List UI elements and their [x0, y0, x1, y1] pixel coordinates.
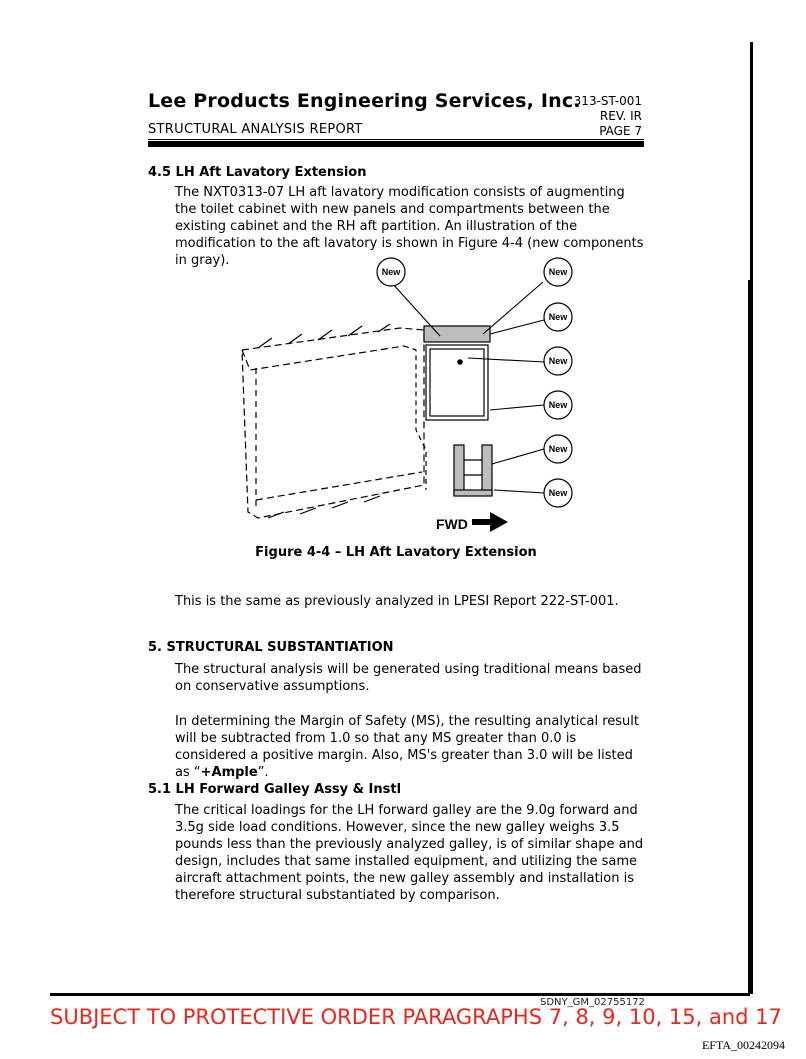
new-lower-post-left	[454, 445, 464, 495]
new-balloon	[544, 479, 572, 507]
existing-cabinet-top-band	[242, 346, 404, 370]
existing-cabinet-bottom-hatch	[268, 496, 380, 518]
new-balloon	[377, 258, 405, 286]
new-lower-post-right	[482, 445, 492, 495]
same-as-previous-note: This is the same as previously analyzed in LPESI Report 222-ST-001.	[175, 594, 619, 609]
page-number: PAGE 7	[599, 124, 642, 138]
new-balloon	[544, 347, 572, 375]
new-cabinet-point	[458, 360, 462, 364]
section-4-5-title: 4.5 LH Aft Lavatory Extension	[148, 165, 367, 180]
lavatory-extension-figure	[228, 250, 588, 535]
new-balloon	[544, 258, 572, 286]
efta-number: EFTA_00242094	[701, 1038, 785, 1052]
svg-text:New: New	[548, 267, 568, 277]
partition-edge	[404, 346, 426, 490]
section-5-paragraph-2-text: In determining the Margin of Safety (MS), the resulting analytical result will be subtracted from 1.0 so that any MS greater than 0.0 is considered a positive margin. Also, MS's greater than 3.0 will be listed as “	[175, 714, 639, 780]
header-rule-thin	[148, 139, 644, 140]
document-revision: REV. IR	[599, 109, 642, 123]
svg-text:New: New	[548, 356, 568, 366]
new-balloon	[544, 435, 572, 463]
new-balloon	[544, 303, 572, 331]
section-5-paragraph-2-end: ”.	[257, 765, 269, 780]
ample-term: +Ample	[200, 765, 258, 780]
report-title: STRUCTURAL ANALYSIS REPORT	[148, 122, 363, 137]
section-5-1-title: 5.1 LH Forward Galley Assy & Instl	[148, 782, 402, 797]
fwd-arrow-icon	[472, 512, 508, 532]
new-cabinet-panel	[426, 345, 488, 420]
svg-text:New: New	[548, 400, 568, 410]
section-5-1-paragraph: The critical loadings for the LH forward galley are the 9.0g forward and 3.5g side load conditions. However, since the new galley weighs 3.5 pounds less than the previously analyzed galley, is of similar shape and design, includes that same installed equipment, and utilizing the same aircraft attachment points, the new galley assembly and installation is therefore structural substantiated by comparison.	[175, 803, 644, 903]
new-lower-shelf	[454, 490, 492, 496]
section-5-paragraph-2	[175, 713, 645, 781]
document-number: 313-ST-001	[573, 94, 642, 108]
existing-cabinet-lower-band	[256, 472, 422, 500]
section-4-5-paragraph: The NXT0313-07 LH aft lavatory modification consists of augmenting the toilet cabinet with new panels and compartments between the existing cabinet and the RH aft partition. An illustration of the modification to the aft lavatory is shown in Figure 4-4 (new components in gray).	[175, 185, 644, 268]
new-components	[424, 326, 492, 496]
bates-number: SDNY_GM_02755172	[540, 997, 645, 1008]
figure-caption: Figure 4-4 – LH Aft Lavatory Extension	[255, 545, 537, 560]
new-balloon	[544, 391, 572, 419]
section-5-paragraph-1: The structural analysis will be generated using traditional means based on conservative assumptions.	[175, 662, 642, 694]
svg-text:New: New	[548, 444, 568, 454]
existing-cabinet-hatch	[258, 324, 390, 348]
company-name: Lee Products Engineering Services, Inc.	[148, 90, 581, 112]
footer-rule	[50, 993, 750, 996]
fwd-label: FWD	[436, 516, 468, 532]
new-top-panel	[424, 326, 490, 342]
svg-text:New: New	[548, 488, 568, 498]
header-rule-thick	[148, 141, 644, 147]
right-margin-rule-thick	[748, 280, 753, 994]
svg-text:New: New	[381, 267, 401, 277]
section-5-title: 5. STRUCTURAL SUBSTANTIATION	[148, 640, 394, 655]
protective-order-notice: SUBJECT TO PROTECTIVE ORDER PARAGRAPHS 7, 8, 9, 10, 15, and 17	[50, 1005, 782, 1029]
svg-text:New: New	[548, 312, 568, 322]
